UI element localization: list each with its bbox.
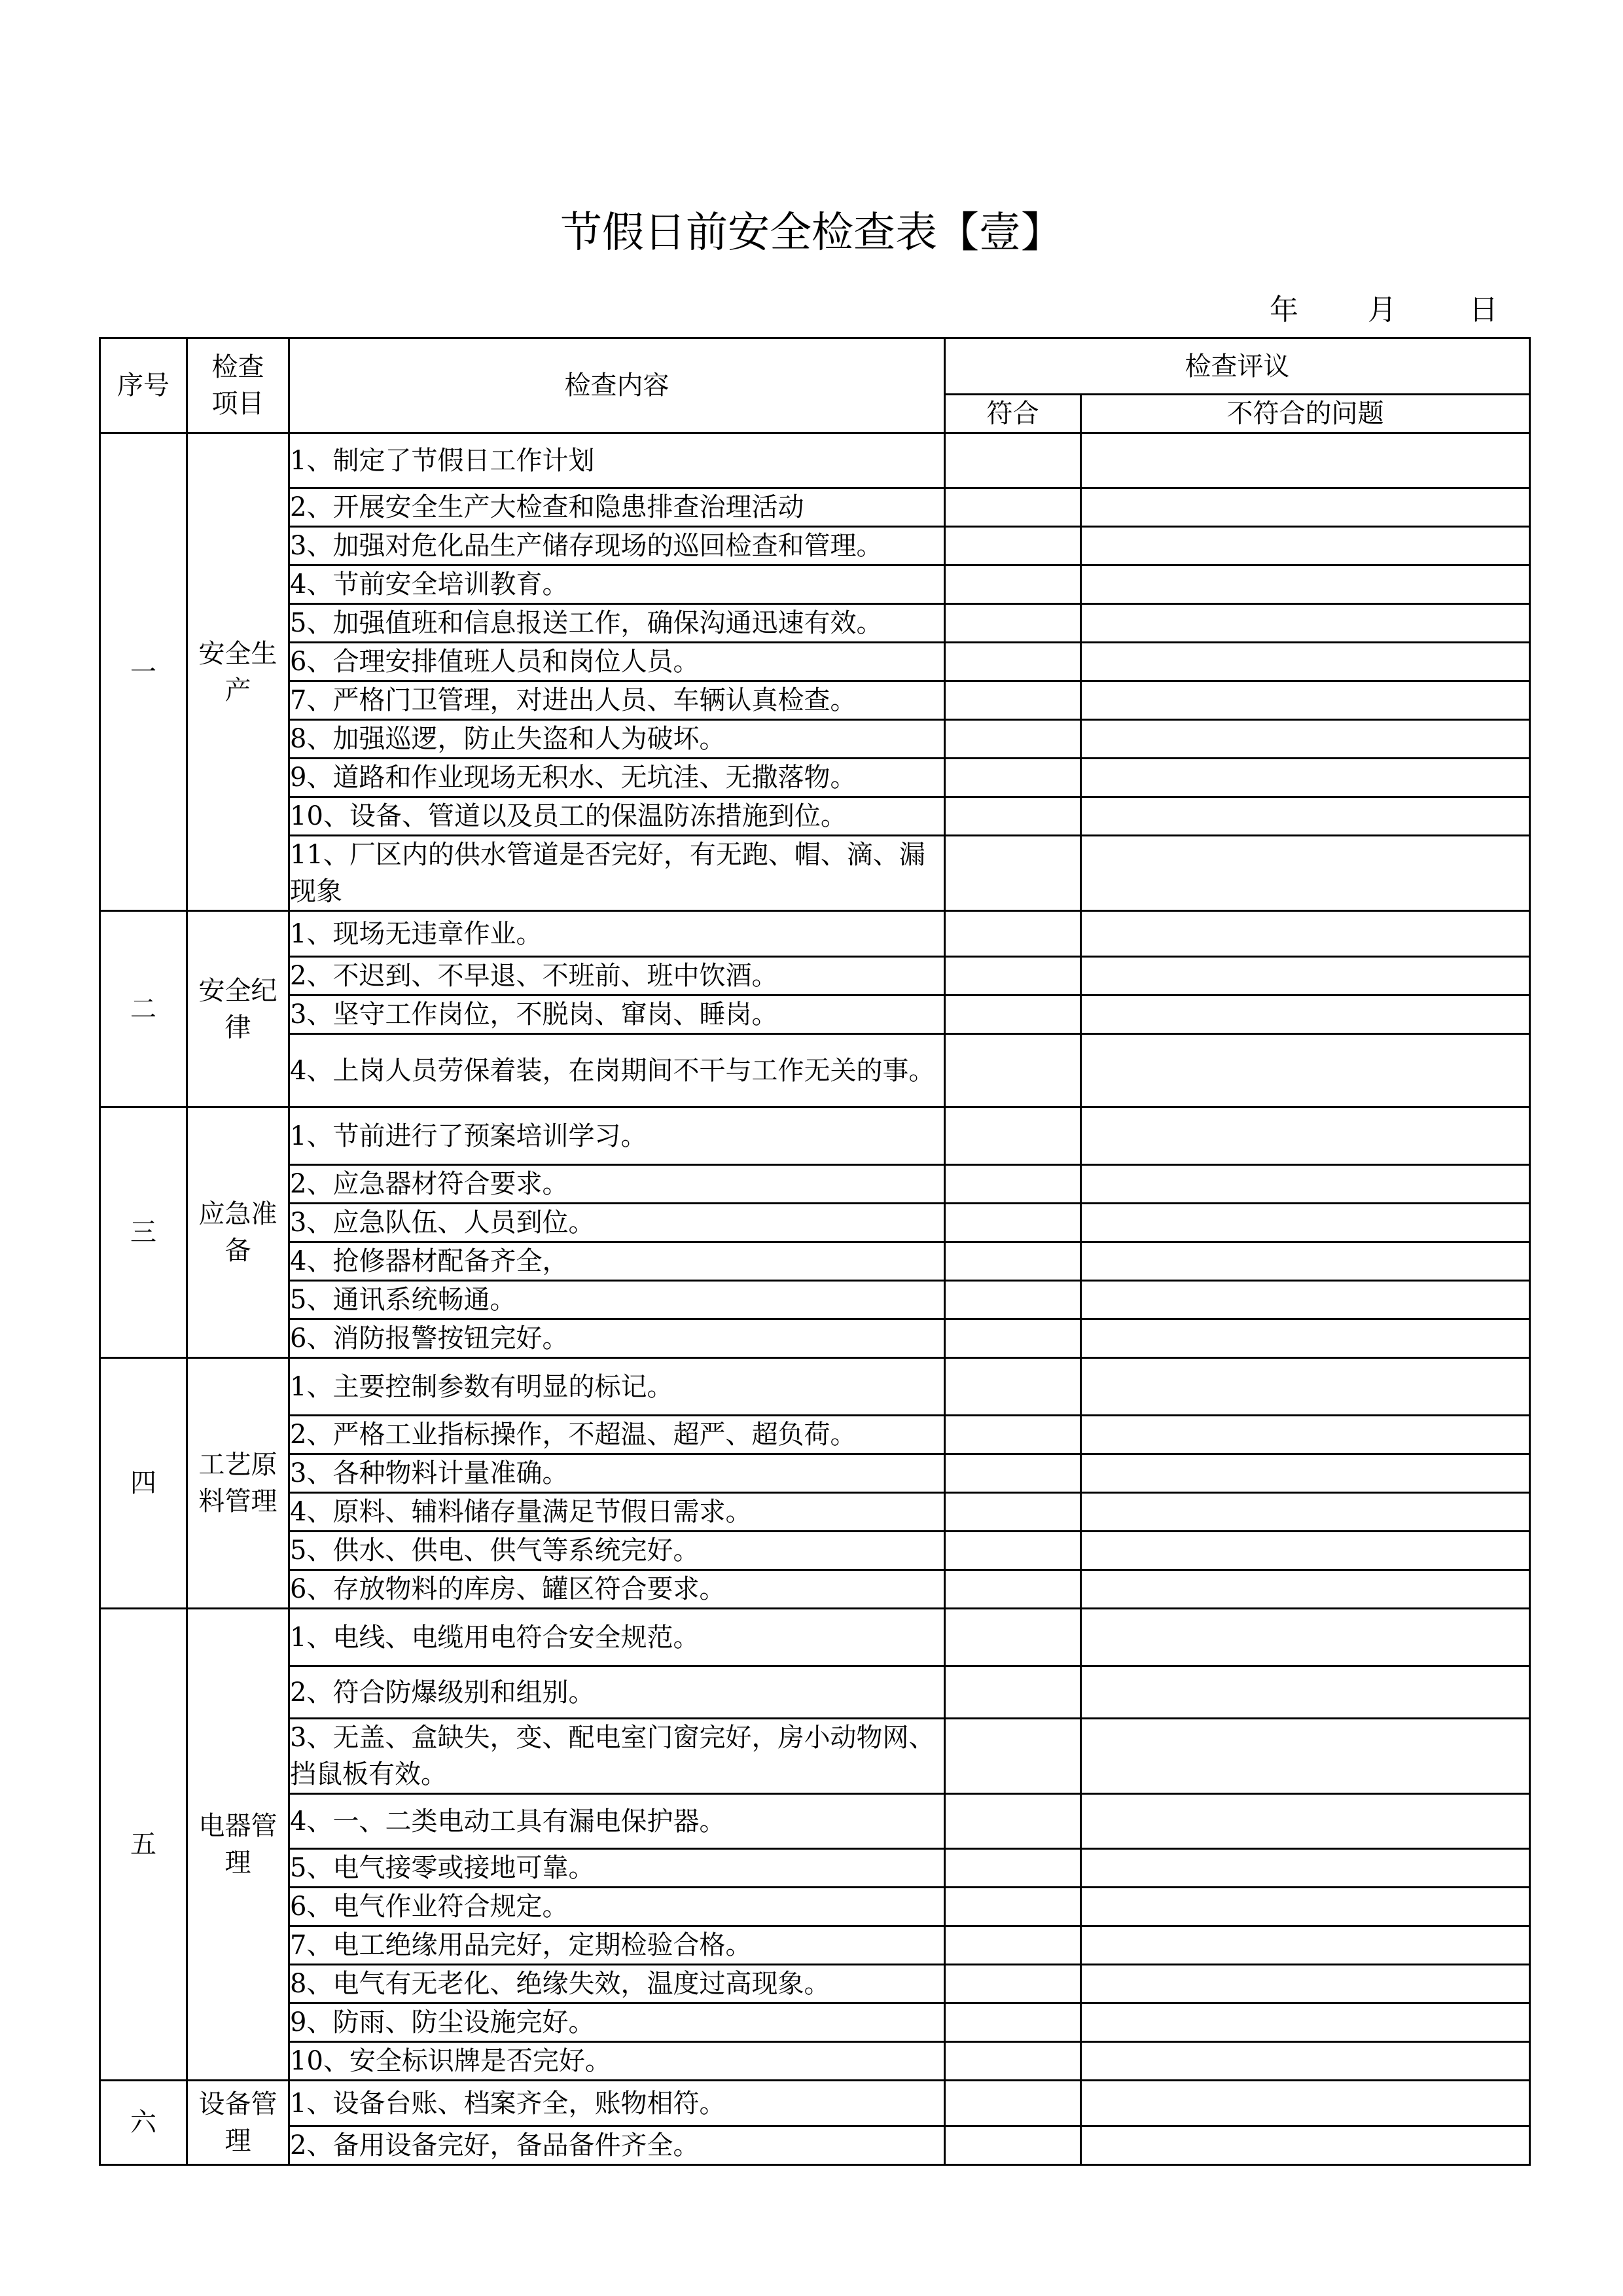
conform-cell[interactable] — [945, 836, 1081, 911]
conform-cell[interactable] — [945, 604, 1081, 643]
conform-cell[interactable] — [945, 2126, 1081, 2165]
issue-cell[interactable] — [1081, 1281, 1530, 1319]
check-item: 2、严格工业指标操作，不超温、超严、超负荷。 — [289, 1416, 945, 1454]
check-item: 10、安全标识牌是否完好。 — [289, 2042, 945, 2081]
issue-cell[interactable] — [1081, 1358, 1530, 1416]
issue-cell[interactable] — [1081, 1319, 1530, 1358]
check-item: 4、节前安全培训教育。 — [289, 565, 945, 604]
check-item: 8、加强巡逻，防止失盗和人为破坏。 — [289, 720, 945, 759]
conform-cell[interactable] — [945, 2042, 1081, 2081]
issue-cell[interactable] — [1081, 681, 1530, 720]
check-item: 3、应急队伍、人员到位。 — [289, 1204, 945, 1242]
section-category-label: 安全生产 — [198, 638, 277, 706]
conform-cell[interactable] — [945, 1107, 1081, 1165]
header-category-label: 检查项目 — [211, 352, 264, 419]
table-row — [100, 797, 1530, 836]
check-item: 5、通讯系统畅通。 — [289, 1281, 945, 1319]
conform-cell[interactable] — [945, 1358, 1081, 1416]
conform-cell[interactable] — [945, 1493, 1081, 1532]
section-number: 二 — [100, 911, 187, 1107]
table-row — [100, 527, 1530, 565]
table-row — [100, 488, 1530, 527]
table-row — [100, 1666, 1530, 1719]
conform-cell[interactable] — [945, 2081, 1081, 2126]
check-item: 2、开展安全生产大检查和隐患排查治理活动 — [289, 488, 945, 527]
conform-cell[interactable] — [945, 1416, 1081, 1454]
table-row — [100, 1926, 1530, 1965]
conform-cell[interactable] — [945, 1719, 1081, 1794]
check-item: 4、原料、辅料储存量满足节假日需求。 — [289, 1493, 945, 1532]
check-item: 5、供水、供电、供气等系统完好。 — [289, 1532, 945, 1570]
date-year-label: 年 — [1270, 293, 1298, 327]
table-row — [100, 1416, 1530, 1454]
issue-cell[interactable] — [1081, 1666, 1530, 1719]
issue-cell[interactable] — [1081, 759, 1530, 797]
conform-cell[interactable] — [945, 1849, 1081, 1888]
table-row — [100, 433, 1530, 488]
section-category-label: 工艺原料管理 — [198, 1450, 277, 1516]
table-row — [100, 643, 1530, 681]
table-row — [100, 1034, 1530, 1107]
conform-cell[interactable] — [945, 957, 1081, 996]
check-item: 11、厂区内的供水管道是否完好，有无跑、帽、滴、漏现象 — [289, 836, 945, 911]
header-review: 检查评议 — [945, 338, 1530, 395]
issue-cell[interactable] — [1081, 565, 1530, 604]
table-row — [100, 2081, 1530, 2126]
conform-cell[interactable] — [945, 1926, 1081, 1965]
section-category-label: 安全纪律 — [198, 975, 277, 1043]
check-item: 1、主要控制参数有明显的标记。 — [289, 1358, 945, 1416]
check-item: 7、电工绝缘用品完好，定期检验合格。 — [289, 1926, 945, 1965]
date-day-label: 日 — [1469, 293, 1498, 327]
table-row — [100, 1454, 1530, 1493]
conform-cell[interactable] — [945, 1666, 1081, 1719]
issue-cell[interactable] — [1081, 1794, 1530, 1849]
conform-cell[interactable] — [945, 1454, 1081, 1493]
section-number: 一 — [100, 433, 187, 911]
table-body — [100, 433, 1530, 2165]
table-row — [100, 565, 1530, 604]
conform-cell[interactable] — [945, 720, 1081, 759]
table-row — [100, 604, 1530, 643]
table-row — [100, 836, 1530, 911]
table-row — [100, 1532, 1530, 1570]
check-item: 5、加强值班和信息报送工作，确保沟通迅速有效。 — [289, 604, 945, 643]
issue-cell[interactable] — [1081, 1719, 1530, 1794]
table-row — [100, 1281, 1530, 1319]
header-content: 检查内容 — [289, 338, 945, 433]
table-row — [100, 1493, 1530, 1532]
section-number: 四 — [100, 1358, 187, 1609]
table-row — [100, 1165, 1530, 1204]
conform-cell[interactable] — [945, 565, 1081, 604]
header-conform: 符合 — [945, 395, 1081, 433]
issue-cell[interactable] — [1081, 1165, 1530, 1204]
date-month-label: 月 — [1368, 293, 1397, 327]
section-category-label: 应急准备 — [198, 1199, 277, 1266]
table-row — [100, 2042, 1530, 2081]
issue-cell[interactable] — [1081, 1609, 1530, 1666]
issue-cell[interactable] — [1081, 911, 1530, 957]
table-row — [100, 2126, 1530, 2165]
check-item: 3、坚守工作岗位，不脱岗、窜岗、睡岗。 — [289, 996, 945, 1034]
header-issues: 不符合的问题 — [1081, 395, 1530, 433]
conform-cell[interactable] — [945, 1609, 1081, 1666]
check-item: 9、道路和作业现场无积水、无坑洼、无撒落物。 — [289, 759, 945, 797]
check-item: 1、设备台账、档案齐全，账物相符。 — [289, 2081, 945, 2126]
section-category — [187, 2081, 289, 2165]
conform-cell[interactable] — [945, 911, 1081, 957]
issue-cell[interactable] — [1081, 1926, 1530, 1965]
check-item: 1、电线、电缆用电符合安全规范。 — [289, 1609, 945, 1666]
conform-cell[interactable] — [945, 759, 1081, 797]
section-category — [187, 911, 289, 1107]
issue-cell[interactable] — [1081, 1242, 1530, 1281]
conform-cell[interactable] — [945, 1532, 1081, 1570]
table-row — [100, 1242, 1530, 1281]
conform-cell[interactable] — [945, 2003, 1081, 2042]
issue-cell[interactable] — [1081, 1454, 1530, 1493]
issue-cell[interactable] — [1081, 1965, 1530, 2003]
issue-cell[interactable] — [1081, 2081, 1530, 2126]
check-item: 6、合理安排值班人员和岗位人员。 — [289, 643, 945, 681]
issue-cell[interactable] — [1081, 1570, 1530, 1609]
section-category — [187, 433, 289, 911]
conform-cell[interactable] — [945, 1165, 1081, 1204]
header-category — [187, 338, 289, 433]
check-item: 6、存放物料的库房、罐区符合要求。 — [289, 1570, 945, 1609]
conform-cell[interactable] — [945, 1204, 1081, 1242]
check-item: 2、不迟到、不早退、不班前、班中饮酒。 — [289, 957, 945, 996]
section-category-label: 设备管理 — [198, 2089, 277, 2156]
issue-cell[interactable] — [1081, 720, 1530, 759]
section-number: 六 — [100, 2081, 187, 2165]
issue-cell[interactable] — [1081, 2003, 1530, 2042]
conform-cell[interactable] — [945, 1034, 1081, 1107]
section-category-label: 电器管理 — [198, 1811, 277, 1878]
conform-cell[interactable] — [945, 1570, 1081, 1609]
check-item: 4、抢修器材配备齐全， — [289, 1242, 945, 1281]
check-item: 1、制定了节假日工作计划 — [289, 433, 945, 488]
table-row — [100, 1794, 1530, 1849]
table-row — [100, 1719, 1530, 1794]
issue-cell[interactable] — [1081, 1204, 1530, 1242]
conform-cell[interactable] — [945, 433, 1081, 488]
table-row — [100, 996, 1530, 1034]
check-item: 1、现场无违章作业。 — [289, 911, 945, 957]
check-item: 5、电气接零或接地可靠。 — [289, 1849, 945, 1888]
conform-cell[interactable] — [945, 797, 1081, 836]
conform-cell[interactable] — [945, 1319, 1081, 1358]
check-item: 2、应急器材符合要求。 — [289, 1165, 945, 1204]
issue-cell[interactable] — [1081, 797, 1530, 836]
section-number: 三 — [100, 1107, 187, 1358]
issue-cell[interactable] — [1081, 957, 1530, 996]
check-item: 4、一、二类电动工具有漏电保护器。 — [289, 1794, 945, 1849]
issue-cell[interactable] — [1081, 2126, 1530, 2165]
section-number: 五 — [100, 1609, 187, 2081]
conform-cell[interactable] — [945, 1794, 1081, 1849]
conform-cell[interactable] — [945, 1965, 1081, 2003]
table-row — [100, 1965, 1530, 2003]
check-item: 8、电气有无老化、绝缘失效，温度过高现象。 — [289, 1965, 945, 2003]
issue-cell[interactable] — [1081, 1532, 1530, 1570]
conform-cell[interactable] — [945, 996, 1081, 1034]
table-row — [100, 911, 1530, 957]
conform-cell[interactable] — [945, 1888, 1081, 1926]
table-row — [100, 1849, 1530, 1888]
issue-cell[interactable] — [1081, 1849, 1530, 1888]
table-row — [100, 1358, 1530, 1416]
section-category — [187, 1609, 289, 2081]
conform-cell[interactable] — [945, 643, 1081, 681]
check-item: 10、设备、管道以及员工的保温防冻措施到位。 — [289, 797, 945, 836]
issue-cell[interactable] — [1081, 1107, 1530, 1165]
check-item: 2、备用设备完好，备品备件齐全。 — [289, 2126, 945, 2165]
issue-cell[interactable] — [1081, 604, 1530, 643]
issue-cell[interactable] — [1081, 2042, 1530, 2081]
check-item: 4、上岗人员劳保着装，在岗期间不干与工作无关的事。 — [289, 1034, 945, 1107]
check-item: 7、严格门卫管理，对进出人员、车辆认真检查。 — [289, 681, 945, 720]
section-category — [187, 1107, 289, 1358]
section-category — [187, 1358, 289, 1609]
issue-cell[interactable] — [1081, 643, 1530, 681]
issue-cell[interactable] — [1081, 527, 1530, 565]
page-title: 节假日前安全检查表【壹】 — [560, 209, 1063, 257]
table-row — [100, 1319, 1530, 1358]
table-row — [100, 1888, 1530, 1926]
issue-cell[interactable] — [1081, 1034, 1530, 1107]
check-item: 1、节前进行了预案培训学习。 — [289, 1107, 945, 1165]
conform-cell[interactable] — [945, 1281, 1081, 1319]
table-row — [100, 1570, 1530, 1609]
issue-cell[interactable] — [1081, 1888, 1530, 1926]
table-row — [100, 957, 1530, 996]
table-row — [100, 681, 1530, 720]
inspection-table — [99, 337, 1531, 2166]
check-item: 2、符合防爆级别和组别。 — [289, 1666, 945, 1719]
check-item: 3、各种物料计量准确。 — [289, 1454, 945, 1493]
conform-cell[interactable] — [945, 1242, 1081, 1281]
conform-cell[interactable] — [945, 527, 1081, 565]
conform-cell[interactable] — [945, 488, 1081, 527]
check-item: 9、防雨、防尘设施完好。 — [289, 2003, 945, 2042]
check-item: 3、无盖、盒缺失，变、配电室门窗完好，房小动物网、挡鼠板有效。 — [289, 1719, 945, 1794]
issue-cell[interactable] — [1081, 488, 1530, 527]
table-row — [100, 1609, 1530, 1666]
issue-cell[interactable] — [1081, 1416, 1530, 1454]
conform-cell[interactable] — [945, 681, 1081, 720]
table-row — [100, 2003, 1530, 2042]
header-seq: 序号 — [100, 338, 187, 433]
check-item: 3、加强对危化品生产储存现场的巡回检查和管理。 — [289, 527, 945, 565]
check-item: 6、消防报警按钮完好。 — [289, 1319, 945, 1358]
issue-cell[interactable] — [1081, 996, 1530, 1034]
issue-cell[interactable] — [1081, 1493, 1530, 1532]
table-row — [100, 1107, 1530, 1165]
table-row — [100, 1204, 1530, 1242]
table-row — [100, 720, 1530, 759]
table-row — [100, 759, 1530, 797]
issue-cell[interactable] — [1081, 836, 1530, 911]
issue-cell[interactable] — [1081, 433, 1530, 488]
check-item: 6、电气作业符合规定。 — [289, 1888, 945, 1926]
